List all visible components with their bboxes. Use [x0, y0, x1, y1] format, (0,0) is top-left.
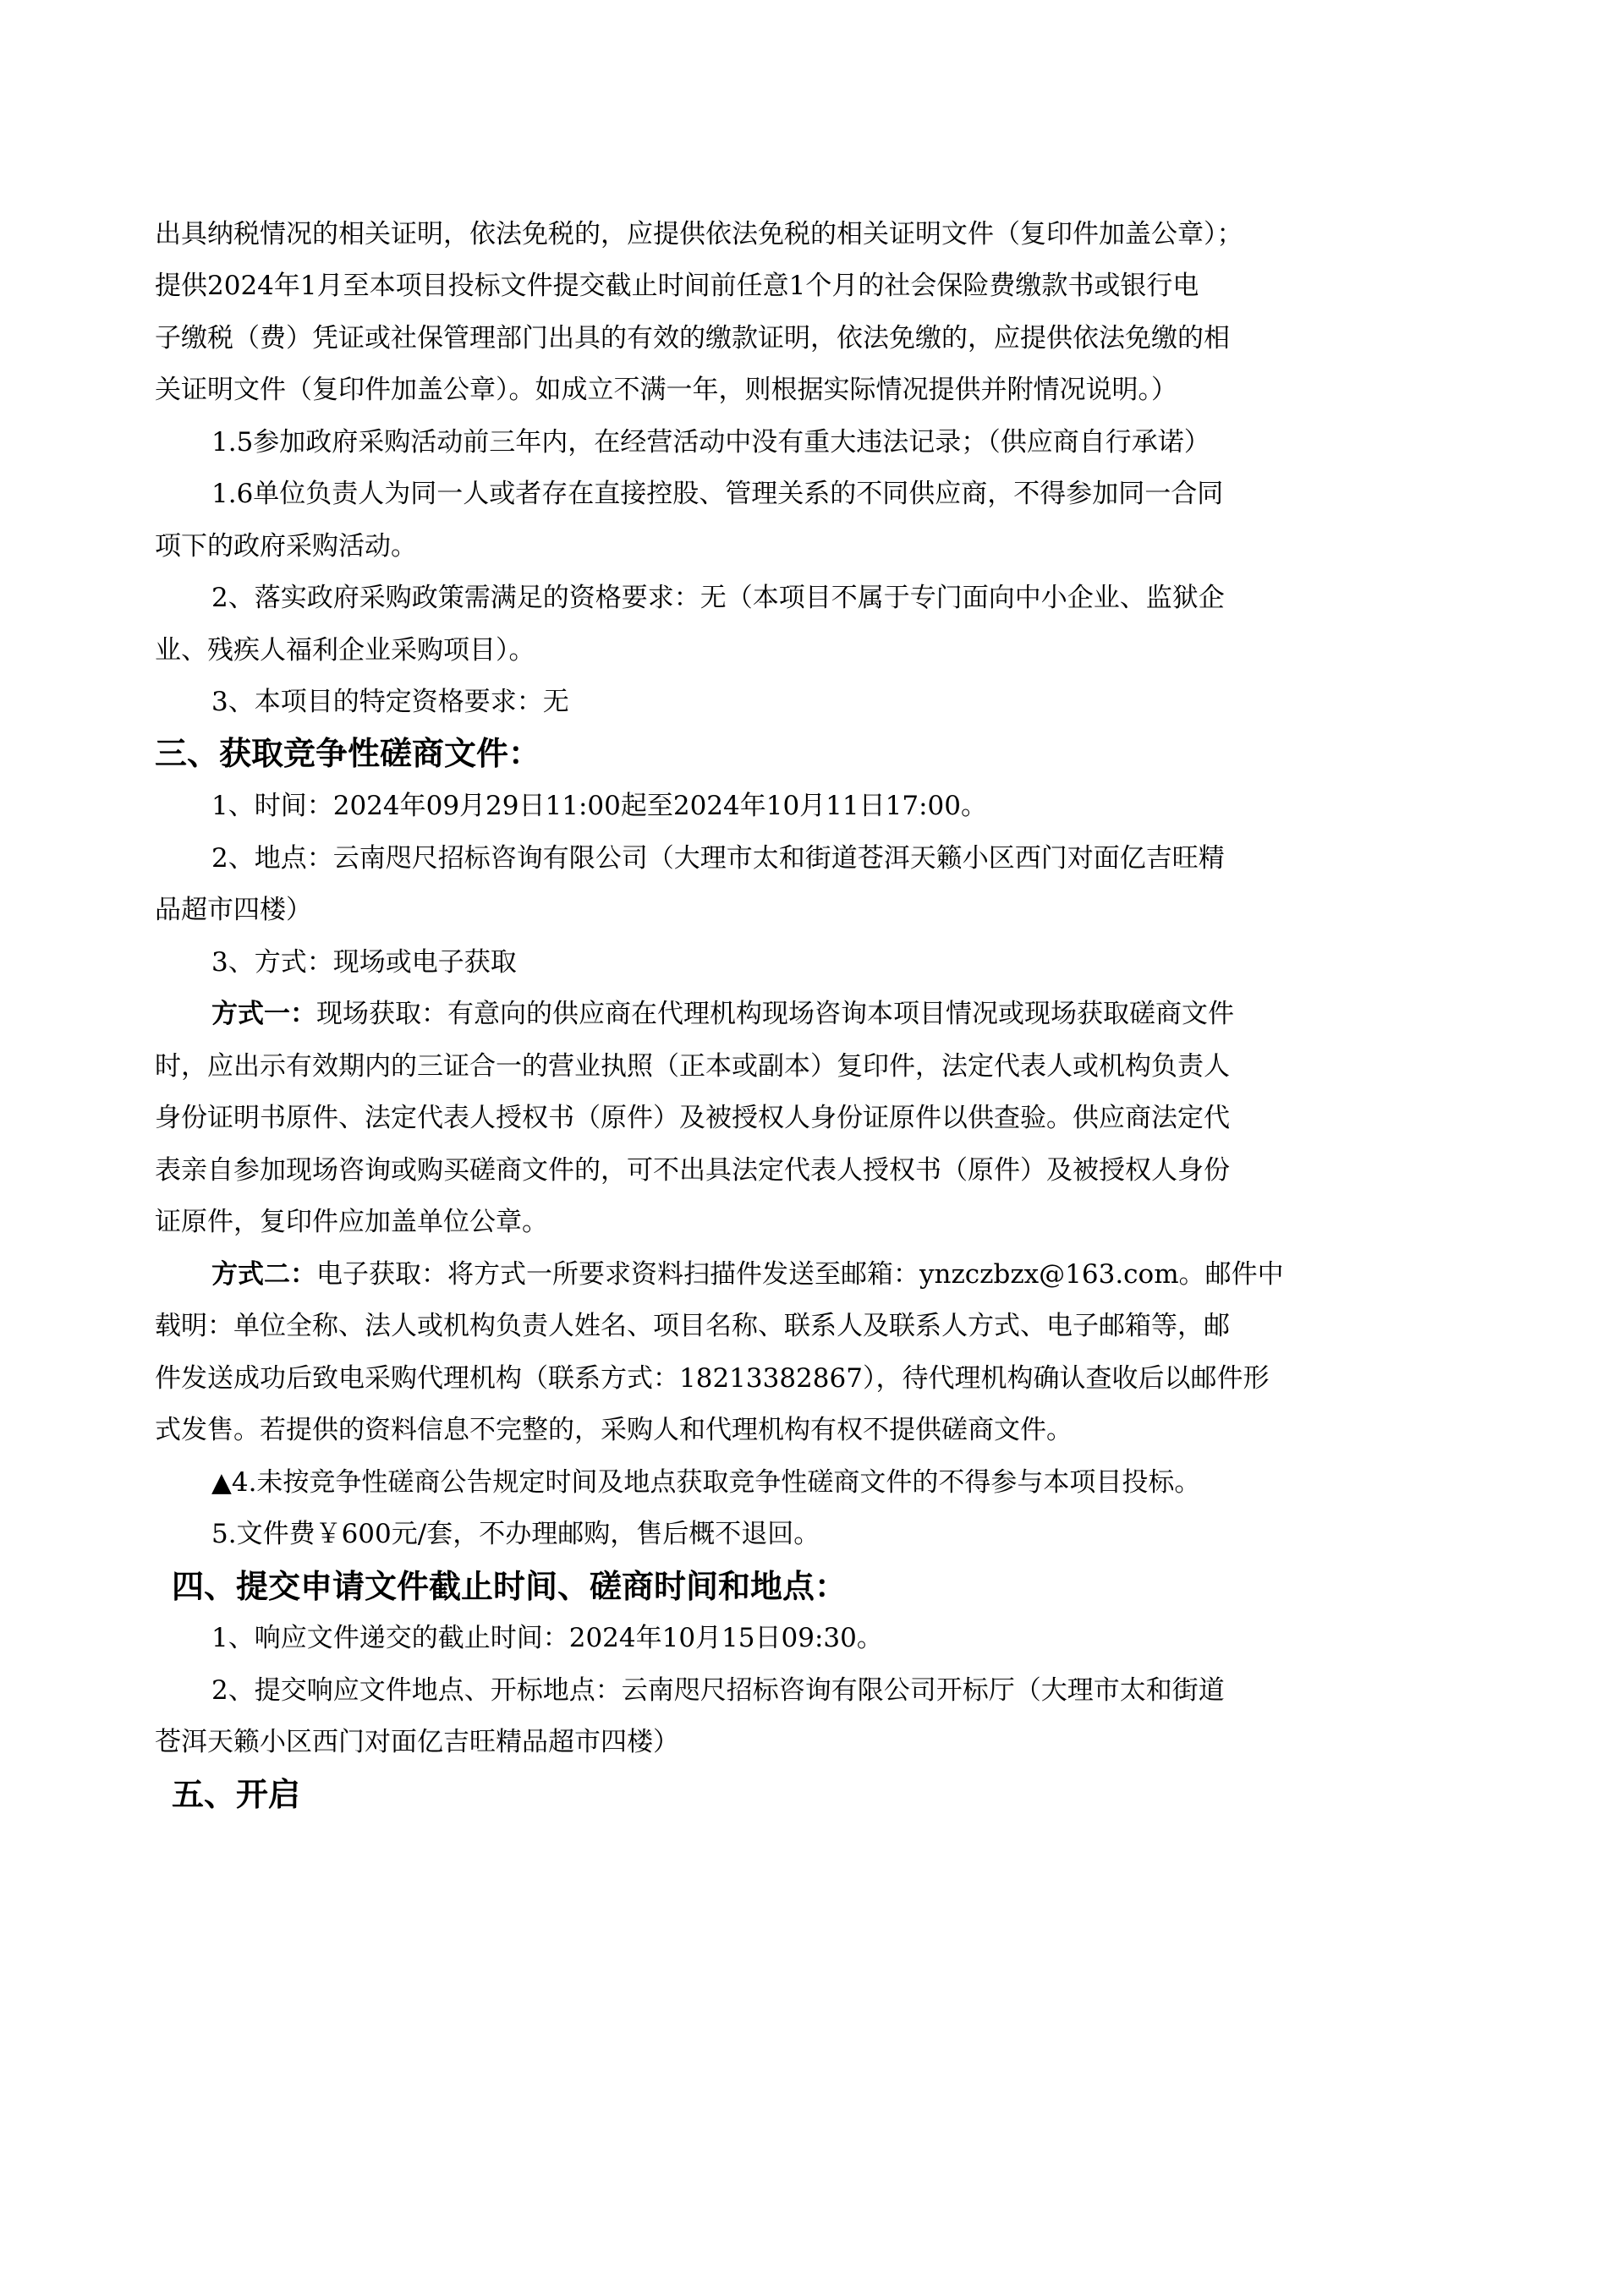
paragraph-line: 2、提交响应文件地点、开标地点：云南咫尺招标咨询有限公司开标厅（大理市太和街道 [211, 1675, 1225, 1706]
paragraph-line: 1、响应文件递交的截止时间：2024年10月15日09:30。 [211, 1623, 883, 1653]
paragraph-line: 1.5参加政府采购活动前三年内，在经营活动中没有重大违法记录；（供应商自行承诺） [211, 427, 1210, 458]
section-heading-3: 三、获取竞争性磋商文件： [155, 735, 541, 772]
paragraph-line: ▲4.未按竞争性磋商公告规定时间及地点获取竞争性磋商文件的不得参与本项目投标。 [211, 1467, 1201, 1498]
paragraph-line: 1、时间：2024年09月29日11:00起至2024年10月11日17:00。 [211, 791, 987, 821]
paragraph-line: 载明：单位全称、法人或机构负责人姓名、项目名称、联系人及联系人方式、电子邮箱等，邮 [155, 1311, 1230, 1341]
paragraph-line [211, 989, 1234, 1039]
paragraph-line: 2、落实政府采购政策需满足的资格要求：无（本项目不属于专门面向中小企业、监狱企 [211, 583, 1225, 613]
method-two-label: 方式二： [211, 1259, 316, 1290]
paragraph-line: 件发送成功后致电采购代理机构（联系方式：18213382867），待代理机构确认查收后以邮件形 [155, 1363, 1270, 1394]
paragraph-line: 提供2024年1月至本项目投标文件提交截止时间前任意1个月的社会保险费缴款书或银行电 [155, 271, 1199, 301]
paragraph-line: 3、本项目的特定资格要求：无 [211, 687, 569, 717]
paragraph-line: 项下的政府采购活动。 [155, 531, 417, 562]
method-one-text: 现场获取：有意向的供应商在代理机构现场咨询本项目情况或现场获取磋商文件 [316, 999, 1234, 1029]
paragraph-line: 5.文件费￥600元/套，不办理邮购，售后概不退回。 [211, 1519, 820, 1549]
paragraph-line: 品超市四楼） [155, 895, 312, 925]
paragraph-line: 式发售。若提供的资料信息不完整的，采购人和代理机构有权不提供磋商文件。 [155, 1415, 1073, 1445]
paragraph-line [211, 1249, 1284, 1300]
paragraph-line: 表亲自参加现场咨询或购买磋商文件的，可不出具法定代表人授权书（原件）及被授权人身份 [155, 1155, 1230, 1186]
paragraph-line: 子缴税（费）凭证或社保管理部门出具的有效的缴款证明，依法免缴的，应提供依法免缴的相 [155, 323, 1230, 353]
paragraph-line: 苍洱天籁小区西门对面亿吉旺精品超市四楼） [155, 1727, 679, 1757]
paragraph-line: 关证明文件（复印件加盖公章）。如成立不满一年，则根据实际情况提供并附情况说明。） [155, 375, 1177, 405]
paragraph-line: 业、残疾人福利企业采购项目）。 [155, 635, 535, 666]
method-one-label: 方式一： [211, 999, 316, 1029]
section-heading-5: 五、开启 [172, 1776, 301, 1813]
method-two-text: 电子获取：将方式一所要求资料扫描件发送至邮箱：ynzczbzx@163.com。邮件中 [316, 1259, 1284, 1290]
paragraph-line: 证原件，复印件应加盖单位公章。 [155, 1207, 548, 1237]
paragraph-line: 2、地点：云南咫尺招标咨询有限公司（大理市太和街道苍洱天籁小区西门对面亿吉旺精 [211, 843, 1225, 874]
paragraph-line: 3、方式：现场或电子获取 [211, 947, 517, 978]
paragraph-line: 时，应出示有效期内的三证合一的营业执照（正本或副本）复印件，法定代表人或机构负责人 [155, 1051, 1230, 1082]
paragraph-line: 出具纳税情况的相关证明，依法免税的，应提供依法免税的相关证明文件（复印件加盖公章）； [155, 219, 1243, 249]
paragraph-line: 身份证明书原件、法定代表人授权书（原件）及被授权人身份证原件以供查验。供应商法定代 [155, 1103, 1230, 1133]
section-heading-4: 四、提交申请文件截止时间、磋商时间和地点： [172, 1568, 848, 1605]
paragraph-line: 1.6单位负责人为同一人或者存在直接控股、管理关系的不同供应商，不得参加同一合同 [211, 479, 1224, 509]
